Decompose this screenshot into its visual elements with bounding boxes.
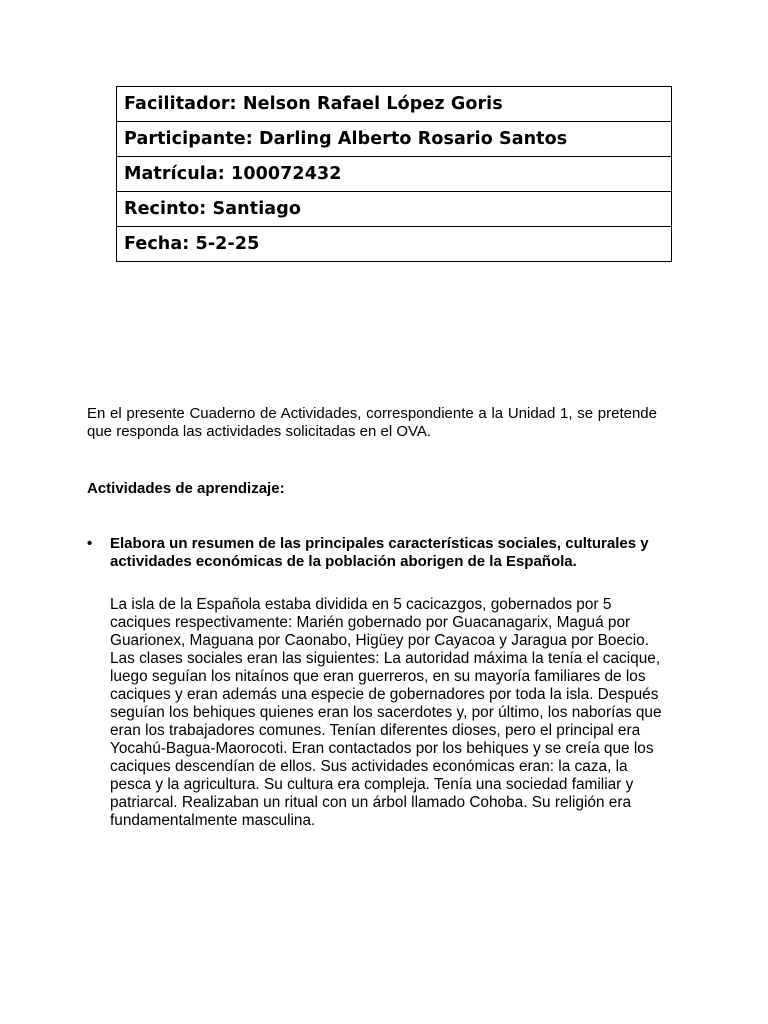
facilitator-cell: Facilitador: Nelson Rafael López Goris [117,87,672,122]
enrollment-cell: Matrícula: 100072432 [117,157,672,192]
section-heading: Actividades de aprendizaje: [87,480,285,497]
answer-paragraph: La isla de la Española estaba dividida en 5 cacicazgos, gobernados por 5 caciques respectivamente: Marién gobernado por Guacanagarix, Maguá por Guarionex, Maguana por Caonabo, Higüey por Cayacoa y Jaragua por Boecio. Las clases sociales eran las siguientes: La autoridad máxima la tenía el cacique, luego seguían los nitaínos que eran guerreros, en su mayoría familiares de los caciques y eran además una especie de gobernadores por toda la isla. Después seguían los behiques quienes eran los sacerdotes y, por último, los naborías que eran los trabajadores comunes. Tenían diferentes dioses, pero el principal era Yocahú-Bagua-Maorocoti. Eran contactados por los behiques y se creía que los caciques descendían de ellos. Sus actividades económicas eran: la caza, la pesca y la agricultura. Su cultura era compleja. Tenía una sociedad familiar y patriarcal. Realizaban un ritual con un árbol llamado Cohoba. Su religión era fundamentalmente masculina. [110,596,662,829]
student-info-table [116,86,672,262]
participant-cell: Participante: Darling Alberto Rosario Santos [117,122,672,157]
table-row [117,192,672,227]
date-cell: Fecha: 5-2-25 [117,227,672,262]
bullet-marker: • [87,535,93,552]
table-row [117,122,672,157]
campus-cell: Recinto: Santiago [117,192,672,227]
table-row [117,87,672,122]
activity-question: Elabora un resumen de las principales características sociales, culturales y actividades económicas de la población aborigen de la Española. [110,535,649,570]
table-row [117,157,672,192]
intro-paragraph: En el presente Cuaderno de Actividades, correspondiente a la Unidad 1, se pretende que responda las actividades solicitadas en el OVA. [87,405,657,440]
table-row [117,227,672,262]
